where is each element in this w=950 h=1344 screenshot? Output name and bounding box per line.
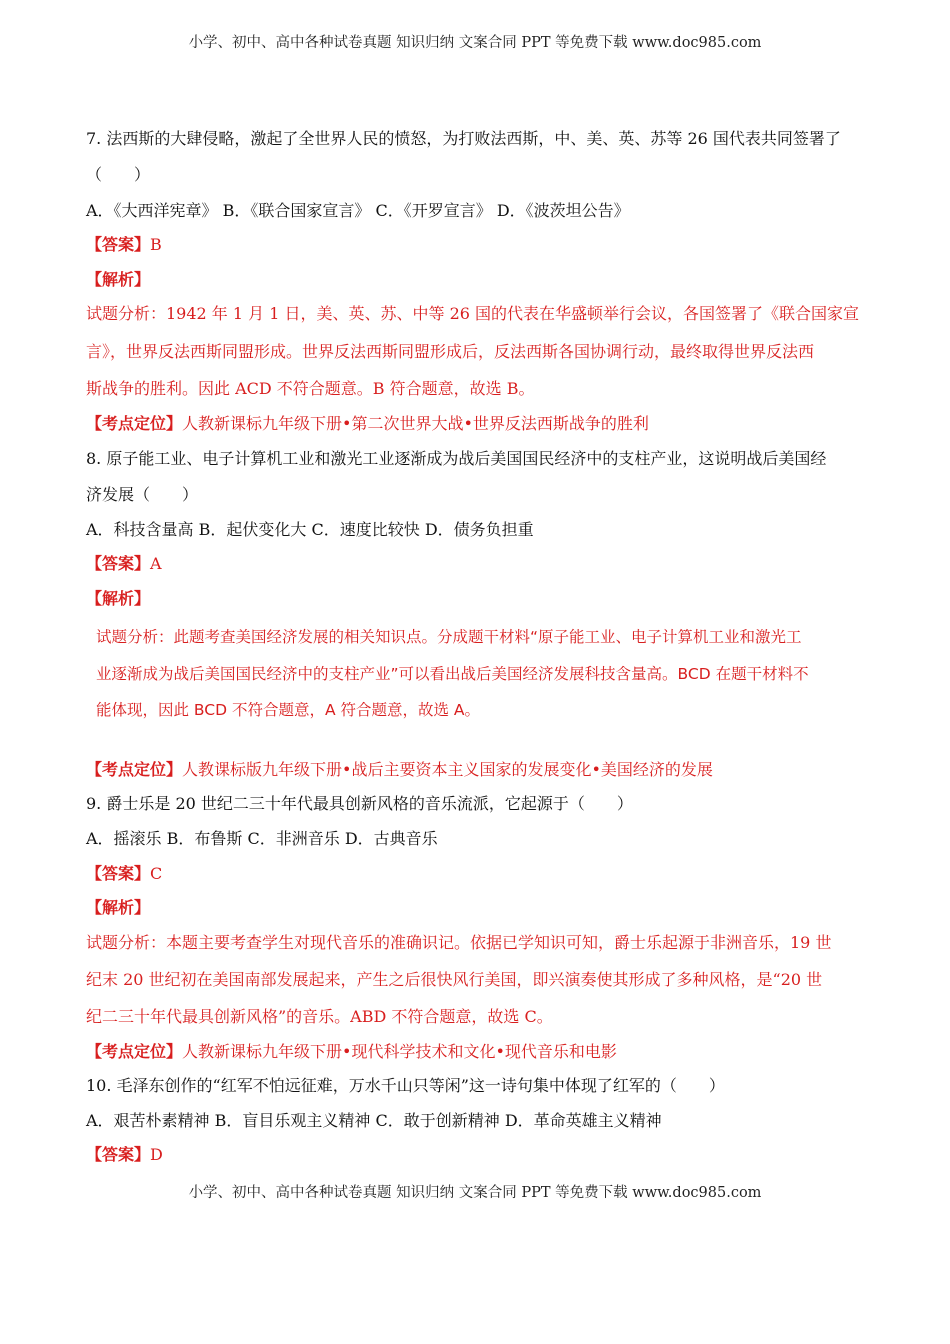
q8-exam-point: 【考点定位】人教课标版九年级下册•战后主要资本主义国家的发展变化•美国经济的发展 bbox=[86, 760, 713, 779]
q9-analysis-line3: 纪二三十年代最具创新风格”的音乐。ABD 不符合题意，故选 C。 bbox=[86, 1007, 553, 1026]
page-footer: 小学、初中、高中各种试卷真题 知识归纳 文案合同 PPT 等免费下载 www.doc985.com bbox=[188, 1185, 762, 1201]
q8-analysis-line3: 能体现，因此 BCD 不符合题意，A 符合题意，故选 A。 bbox=[96, 701, 481, 719]
q9-stem: 9. 爵士乐是 20 世纪二三十年代最具创新风格的音乐流派，它起源于（ ） bbox=[86, 794, 633, 813]
q7-answer: 【答案】B bbox=[86, 235, 162, 254]
q7-exam-point: 【考点定位】人教新课标九年级下册•第二次世界大战•世界反法西斯战争的胜利 bbox=[86, 414, 649, 433]
q7-stem-line2: （ ） bbox=[86, 165, 151, 184]
q7-stem-line1: 7. 法西斯的大肆侵略，激起了全世界人民的愤怒，为打败法西斯，中、美、英、苏等 26 国代表共同签署了 bbox=[86, 129, 841, 148]
q7-analysis-line3: 斯战争的胜利。因此 ACD 不符合题意。B 符合题意，故选 B。 bbox=[86, 379, 535, 398]
q8-answer: 【答案】A bbox=[86, 554, 162, 573]
q9-options: A．摇滚乐 B．布鲁斯 C．非洲音乐 D．古典音乐 bbox=[86, 829, 438, 848]
q10-stem: 10. 毛泽东创作的“红军不怕远征难，万水千山只等闲”这一诗句集中体现了红军的（ ） bbox=[86, 1076, 725, 1095]
q7-analysis-line2: 言》，世界反法西斯同盟形成。世界反法西斯同盟形成后，反法西斯各国协调行动，最终取得世界反法西 bbox=[86, 342, 815, 361]
q9-analysis-label: 【解析】 bbox=[86, 898, 151, 917]
q8-options: A．科技含量高 B．起伏变化大 C．速度比较快 D．债务负担重 bbox=[86, 520, 534, 539]
q10-answer: 【答案】D bbox=[86, 1145, 163, 1164]
q9-answer: 【答案】C bbox=[86, 864, 163, 883]
q8-analysis-label: 【解析】 bbox=[86, 589, 151, 608]
q8-analysis-line2: 业逐渐成为战后美国国民经济中的支柱产业”可以看出战后美国经济发展科技含量高。BCD 在题干材料不 bbox=[96, 665, 809, 683]
q7-analysis-label: 【解析】 bbox=[86, 270, 151, 289]
q9-analysis-line2: 纪末 20 世纪初在美国南部发展起来，产生之后很快风行美国，即兴演奏使其形成了多种风格，是“20 世 bbox=[86, 970, 823, 989]
page-header: 小学、初中、高中各种试卷真题 知识归纳 文案合同 PPT 等免费下载 www.doc985.com bbox=[188, 35, 762, 51]
q9-exam-point: 【考点定位】人教新课标九年级下册•现代科学技术和文化•现代音乐和电影 bbox=[86, 1042, 617, 1061]
q8-analysis-line1: 试题分析：此题考查美国经济发展的相关知识点。分成题干材料“原子能工业、电子计算机工业和激光工 bbox=[96, 628, 802, 646]
q8-stem-line1: 8. 原子能工业、电子计算机工业和激光工业逐渐成为战后美国国民经济中的支柱产业，这说明战后美国经 bbox=[86, 449, 827, 468]
q7-analysis-line1: 试题分析：1942 年 1 月 1 日，美、英、苏、中等 26 国的代表在华盛顿举行会议，各国签署了《联合国家宣 bbox=[86, 304, 860, 323]
q10-options: A．艰苦朴素精神 B．盲目乐观主义精神 C．敢于创新精神 D．革命英雄主义精神 bbox=[86, 1111, 662, 1130]
q7-options: A．《大西洋宪章》 B．《联合国家宣言》 C．《开罗宣言》 D．《波茨坦公告》 bbox=[86, 201, 630, 220]
q8-stem-line2: 济发展（ ） bbox=[86, 485, 199, 504]
q9-analysis-line1: 试题分析：本题主要考查学生对现代音乐的准确识记。依据已学知识可知，爵士乐起源于非洲音乐，19 世 bbox=[86, 933, 832, 952]
